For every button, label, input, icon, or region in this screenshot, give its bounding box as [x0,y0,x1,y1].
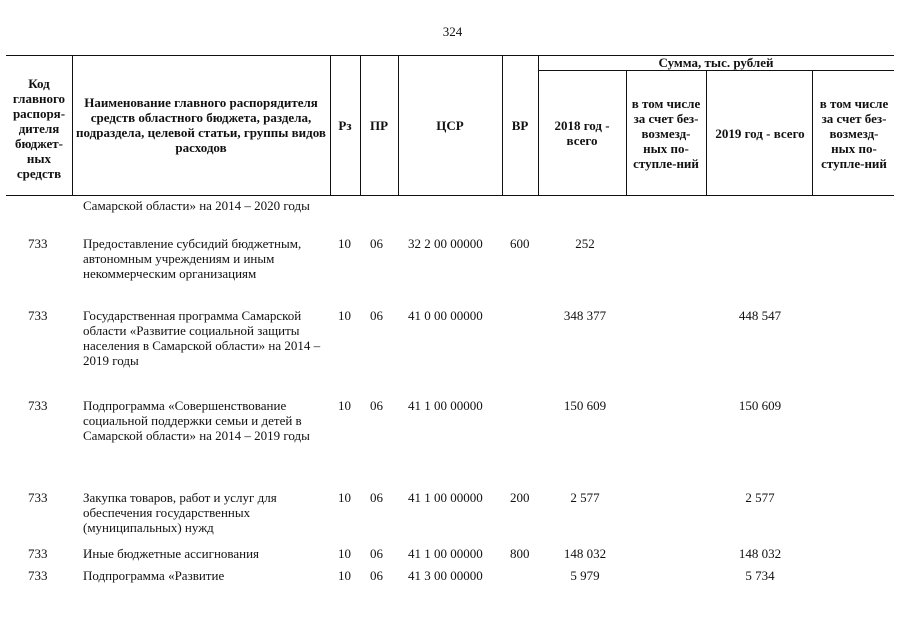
header-rz: Рз [338,117,352,133]
header-code: Код главного распоря-дителя бюджет-ных средств [12,75,66,181]
row-2018: 252 [575,236,595,251]
row-2018: 5 979 [570,568,600,583]
row-name: Самарской области» на 2014 – 2020 годы [83,198,310,213]
row-vr: 200 [510,490,530,505]
row-rz: 10 [338,398,351,413]
row-csr: 32 2 00 00000 [408,236,483,251]
row-rz: 10 [338,568,351,583]
row-2019: 148 032 [738,546,782,561]
row-name: Государственная программа Самарской области «Развитие социальной защиты населения в Самарской области» на 2014 – 2019 годы [83,308,321,368]
row-rz: 10 [338,236,351,251]
row-2018: 2 577 [570,490,600,505]
row-vr: 600 [510,236,530,251]
row-2019: 5 734 [745,568,775,583]
header-vr: ВР [511,117,529,133]
row-2019: 448 547 [738,308,782,323]
row-name: Подпрограмма «Развитие [83,568,225,583]
row-2019: 150 609 [738,398,782,413]
header-2019-free: в том числе за счет без-возмезд-ных по-ступле-ний [819,95,889,171]
row-name: Закупка товаров, работ и услуг для обеспечения государственных (муниципальных) нужд [83,490,277,535]
row-code: 733 [28,236,48,251]
row-code: 733 [28,568,48,583]
row-pr: 06 [370,490,383,505]
row-2018: 148 032 [563,546,607,561]
row-pr: 06 [370,546,383,561]
row-2019: 2 577 [745,490,775,505]
row-csr: 41 3 00 00000 [408,568,483,583]
header-name: Наименование главного распорядителя средств областного бюджета, раздела, подраздела, целевой статьи, группы видов расходов [76,95,326,155]
row-pr: 06 [370,568,383,583]
row-pr: 06 [370,236,383,251]
row-name: Предоставление субсидий бюджетным, автономным учреждениям и иным некоммерческим организациям [83,236,302,281]
row-csr: 41 0 00 00000 [408,308,483,323]
row-csr: 41 1 00 00000 [408,490,483,505]
row-code: 733 [28,398,48,413]
row-code: 733 [28,490,48,505]
header-2018: 2018 год - всего [554,118,610,148]
row-pr: 06 [370,398,383,413]
row-csr: 41 1 00 00000 [408,546,483,561]
row-rz: 10 [338,308,351,323]
row-name: Иные бюджетные ассигнования [83,546,260,561]
row-2018: 150 609 [563,398,607,413]
row-code: 733 [28,308,48,323]
header-pr: ПР [369,117,389,133]
row-name: Подпрограмма «Совершенствование социальной поддержки семьи и детей в Самарской области» на 2014 – 2019 годы [83,398,310,443]
header-sum: Сумма, тыс. рублей [658,55,774,70]
header-2018-free: в том числе за счет без-возмезд-ных по-ступле-ний [631,95,701,171]
row-rz: 10 [338,490,351,505]
header-2019: 2019 год - всего [715,125,805,141]
row-csr: 41 1 00 00000 [408,398,483,413]
row-vr: 800 [510,546,530,561]
header-csr: ЦСР [436,117,464,133]
row-code: 733 [28,546,48,561]
table-header [6,55,894,196]
page-number: 324 [442,24,463,39]
row-rz: 10 [338,546,351,561]
row-2018: 348 377 [563,308,607,323]
row-pr: 06 [370,308,383,323]
